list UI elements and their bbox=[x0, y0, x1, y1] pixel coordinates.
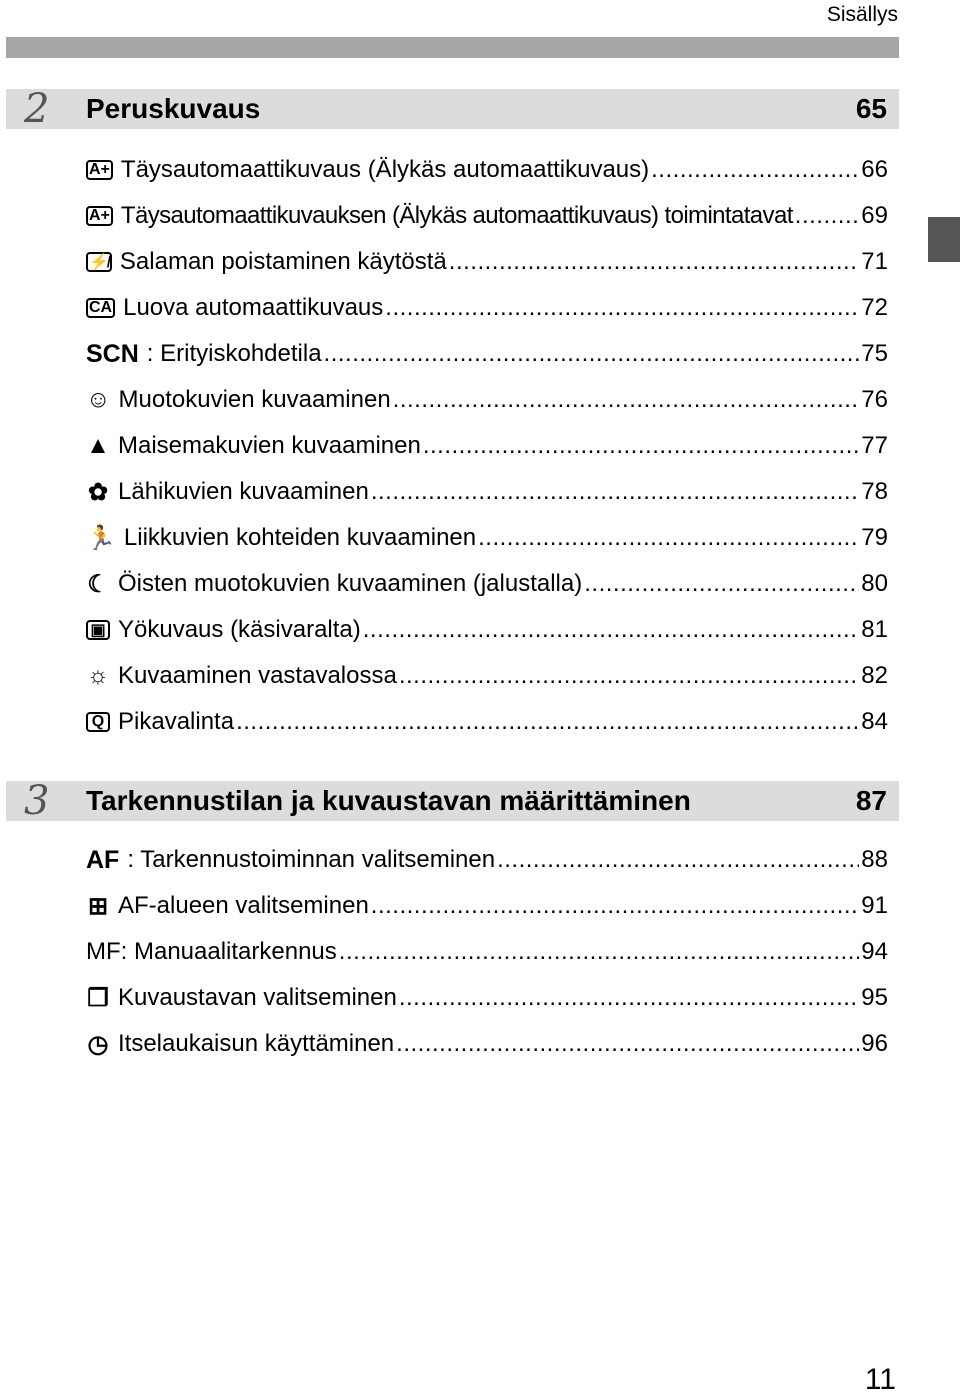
toc-list bbox=[86, 147, 888, 745]
toc-entry[interactable] bbox=[86, 883, 888, 929]
quick-control-icon: Q bbox=[86, 712, 110, 732]
af-point-selection-icon: ⊞ bbox=[87, 892, 109, 920]
toc-entry[interactable] bbox=[86, 239, 888, 285]
toc-entry[interactable] bbox=[86, 653, 888, 699]
toc-entry[interactable] bbox=[86, 377, 888, 423]
toc-entry[interactable] bbox=[86, 515, 888, 561]
toc-entry-page: 78 bbox=[861, 478, 888, 505]
toc-entry[interactable] bbox=[86, 193, 888, 239]
toc-entry-label: Kuvaaminen vastavalossa bbox=[118, 662, 397, 689]
toc-entry-page: 94 bbox=[861, 938, 888, 965]
chapter-page: 65 bbox=[855, 93, 887, 124]
scene-intelligent-auto-icon: A+ bbox=[86, 206, 113, 226]
dot-leader bbox=[497, 846, 859, 874]
section-label: Sisällys bbox=[826, 3, 898, 26]
dot-leader bbox=[396, 1030, 859, 1058]
toc-entry-label: Luova automaattikuvaus bbox=[123, 294, 384, 321]
dot-leader bbox=[385, 294, 859, 322]
toc-entry-label: Maisemakuvien kuvaaminen bbox=[118, 432, 421, 459]
toc-entry-page: 76 bbox=[861, 386, 888, 413]
toc-entry-label: Kuvaustavan valitseminen bbox=[118, 984, 397, 1011]
toc-entry-label: MF: Manuaalitarkennus bbox=[86, 938, 337, 965]
toc-entry-page: 81 bbox=[861, 616, 888, 643]
scn-icon: SCN bbox=[86, 339, 139, 368]
toc-entry-label: Yökuvaus (käsivaralta) bbox=[118, 616, 361, 643]
toc-entry[interactable] bbox=[86, 1021, 888, 1067]
toc-entry-label: : Tarkennustoiminnan valitseminen bbox=[127, 846, 496, 873]
toc-entry-page: 95 bbox=[861, 984, 888, 1011]
creative-auto-icon: CA bbox=[86, 298, 115, 318]
dot-leader bbox=[478, 524, 859, 552]
chapter-number: 2 bbox=[24, 86, 50, 132]
dot-leader bbox=[324, 340, 860, 368]
toc-entry-label: Salaman poistaminen käytöstä bbox=[119, 248, 447, 275]
toc-entry-page: 75 bbox=[861, 340, 888, 367]
header-rule bbox=[6, 37, 899, 58]
dot-leader bbox=[795, 202, 860, 230]
toc-entry-page: 91 bbox=[861, 892, 888, 919]
chapter-title[interactable]: Tarkennustilan ja kuvaustavan määrittäminen bbox=[86, 785, 691, 816]
toc-entry[interactable] bbox=[86, 423, 888, 469]
toc-entry-label: Muotokuvien kuvaaminen bbox=[118, 386, 391, 413]
toc-list bbox=[86, 837, 888, 1067]
toc-entry-label: Täysautomaattikuvaus (Älykäs automaattikuvaus) bbox=[120, 156, 650, 183]
toc-entry[interactable] bbox=[86, 469, 888, 515]
macro-flower-icon: ✿ bbox=[87, 478, 109, 506]
toc-entry[interactable] bbox=[86, 929, 888, 975]
chapter-heading bbox=[6, 778, 899, 824]
page-number: 11 bbox=[864, 1363, 896, 1396]
toc-entry-page: 71 bbox=[861, 248, 888, 275]
toc-entry-page: 72 bbox=[861, 294, 888, 321]
toc-entry-label: AF-alueen valitseminen bbox=[118, 892, 369, 919]
chapter-title[interactable]: Peruskuvaus bbox=[86, 93, 261, 124]
hdr-backlight-icon: ☼ bbox=[87, 662, 109, 689]
toc-entry[interactable] bbox=[86, 837, 888, 883]
dot-leader bbox=[423, 432, 859, 460]
chapter-heading bbox=[6, 86, 899, 132]
chapter-page: 87 bbox=[855, 785, 887, 816]
af-icon: AF bbox=[86, 845, 120, 874]
dot-leader bbox=[371, 892, 860, 920]
drive-mode-icon: ❐ bbox=[87, 984, 109, 1012]
portrait-icon: ☺ bbox=[86, 386, 111, 413]
toc-entry-label: Liikkuvien kohteiden kuvaaminen bbox=[123, 524, 477, 551]
toc-entry-label: Öisten muotokuvien kuvaaminen (jalustalla) bbox=[118, 570, 583, 597]
sports-runner-icon: 🏃 bbox=[86, 524, 116, 552]
night-portrait-icon: ☾ bbox=[87, 570, 109, 598]
dot-leader bbox=[449, 248, 860, 276]
toc-entry-page: 66 bbox=[861, 156, 888, 183]
toc-entry-page: 84 bbox=[861, 708, 888, 735]
toc-entry-label: Täysautomaattikuvauksen (Älykäs automaattikuvaus) toimintatavat bbox=[120, 202, 793, 229]
dot-leader bbox=[339, 938, 860, 966]
toc-entry[interactable] bbox=[86, 147, 888, 193]
chapter-number: 3 bbox=[24, 778, 50, 824]
chapter-side-tab bbox=[928, 217, 960, 262]
dot-leader bbox=[371, 478, 859, 506]
handheld-night-icon: ▣ bbox=[86, 620, 110, 640]
toc-entry[interactable] bbox=[86, 285, 888, 331]
toc-entry-label: Pikavalinta bbox=[118, 708, 235, 735]
toc-entry[interactable] bbox=[86, 975, 888, 1021]
landscape-icon: ▲ bbox=[86, 432, 110, 459]
dot-leader bbox=[651, 156, 859, 184]
toc-entry[interactable] bbox=[86, 331, 888, 377]
dot-leader bbox=[393, 386, 860, 414]
dot-leader bbox=[399, 662, 859, 690]
dot-leader bbox=[584, 570, 859, 598]
toc-entry-page: 79 bbox=[861, 524, 888, 551]
self-timer-icon: ◷ bbox=[87, 1030, 109, 1058]
toc-entry-label: Lähikuvien kuvaaminen bbox=[118, 478, 369, 505]
toc-entry-page: 77 bbox=[861, 432, 888, 459]
toc-entry-page: 96 bbox=[861, 1030, 888, 1057]
dot-leader bbox=[363, 616, 860, 644]
flash-off-icon: ⚡̸ bbox=[86, 252, 112, 272]
toc-entry-page: 69 bbox=[861, 202, 888, 229]
toc-entry[interactable] bbox=[86, 699, 888, 745]
scene-intelligent-auto-icon: A+ bbox=[86, 160, 113, 180]
toc-entry-page: 82 bbox=[861, 662, 888, 689]
toc-entry[interactable] bbox=[86, 561, 888, 607]
dot-leader bbox=[236, 708, 859, 736]
dot-leader bbox=[399, 984, 859, 1012]
toc-entry-label: Itselaukaisun käyttäminen bbox=[118, 1030, 395, 1057]
toc-entry[interactable] bbox=[86, 607, 888, 653]
toc-entry-page: 88 bbox=[861, 846, 888, 873]
toc-entry-page: 80 bbox=[861, 570, 888, 597]
toc-entry-label: : Erityiskohdetila bbox=[146, 340, 322, 367]
